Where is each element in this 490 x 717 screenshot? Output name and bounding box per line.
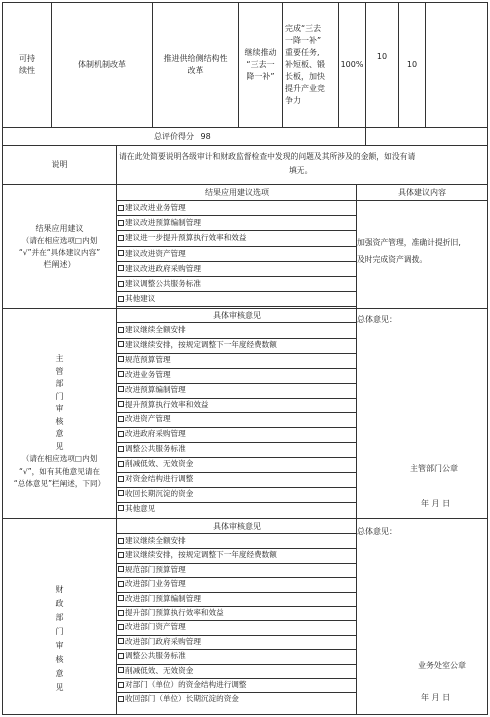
option-item[interactable] — [118, 292, 356, 305]
finance-header-text: 具体审核意见 — [213, 521, 261, 531]
dept-header — [118, 309, 356, 322]
result-line: 提升产业竞 — [285, 84, 325, 93]
option-item[interactable] — [118, 592, 356, 605]
checkbox[interactable] — [118, 538, 124, 544]
result-label-line: 结果应用建议 — [35, 224, 84, 233]
checkbox[interactable] — [118, 327, 124, 333]
option-item[interactable] — [118, 678, 356, 691]
rate-value: 100% — [340, 60, 364, 69]
dept-label-line: “√”，如有其他意见请在 — [18, 466, 101, 476]
result-line: 一降一补” — [285, 36, 322, 45]
checkbox[interactable] — [118, 205, 124, 211]
option-item[interactable] — [118, 563, 356, 576]
dept-header-text: 具体审核意见 — [213, 310, 261, 320]
result-content-line: 及时完成资产调拨。 — [357, 255, 428, 264]
option-item[interactable] — [118, 620, 356, 633]
checkbox[interactable] — [118, 552, 124, 558]
finance-label-char: 财 — [55, 585, 64, 594]
dept-date-label: 年 月 日 — [421, 499, 451, 508]
option-item[interactable] — [118, 262, 356, 275]
checkbox[interactable] — [118, 386, 124, 392]
grid-line — [2, 714, 488, 715]
checkbox[interactable] — [118, 595, 124, 601]
checkbox[interactable] — [118, 638, 124, 644]
dept-label-char: 核 — [55, 416, 64, 426]
option-label: 改进部门预算编制管理 — [125, 593, 201, 603]
finance-seal-label: 业务处室公章 — [418, 661, 466, 670]
result-line: 补短板、锻 — [285, 60, 325, 69]
checkbox[interactable] — [118, 624, 124, 630]
option-item[interactable] — [118, 472, 356, 485]
checkbox[interactable] — [118, 476, 124, 482]
checkbox[interactable] — [118, 696, 124, 702]
checkbox[interactable] — [118, 416, 124, 422]
option-label: 削减低效、无效资金 — [125, 665, 194, 675]
dept-label-cell — [3, 353, 116, 491]
option-label: 改进部门资产管理 — [125, 622, 186, 632]
checkbox[interactable] — [118, 235, 124, 241]
option-label: 改进业务管理 — [125, 369, 171, 379]
result-line: 完成“三去 — [285, 24, 322, 33]
checkbox[interactable] — [118, 505, 124, 511]
option-label: 改进部门业务管理 — [125, 579, 186, 589]
checkbox[interactable] — [118, 371, 124, 377]
grid-line — [2, 518, 488, 519]
option-label: 其他建议 — [125, 294, 156, 304]
grid-line — [2, 127, 488, 128]
option-label: 规范预算管理 — [125, 354, 171, 364]
dept-label-char: 见 — [55, 441, 64, 451]
option-item[interactable] — [118, 383, 356, 396]
dept-label-line: “总体意见”栏阐述，下同） — [13, 479, 106, 488]
option-item[interactable] — [118, 201, 356, 214]
option-item[interactable] — [118, 368, 356, 381]
option-label: 调整公共服务标准 — [125, 651, 186, 661]
option-item[interactable] — [118, 548, 356, 561]
option-label: 建议进一步提升预算执行效率和效益 — [125, 233, 247, 243]
description-line: “三去一 — [246, 60, 275, 69]
result-content-line: 加强资产管理，准确计提折旧, — [357, 238, 461, 247]
checkbox[interactable] — [118, 265, 124, 271]
option-label: 改进政府采购管理 — [125, 429, 186, 439]
subcategory-text: 体制机制改革 — [78, 60, 126, 69]
option-label: 建议改进资产管理 — [125, 248, 186, 258]
option-item[interactable] — [118, 502, 356, 515]
option-label: 改进资产管理 — [125, 414, 171, 424]
result-line: 重要任务, — [285, 48, 320, 57]
result-header-left — [118, 186, 356, 200]
option-item[interactable] — [118, 353, 356, 366]
indicator-line: 推进供给侧结构性 — [163, 54, 228, 63]
checkbox[interactable] — [118, 490, 124, 496]
note-label-cell — [3, 146, 116, 183]
option-item[interactable] — [118, 216, 356, 229]
dept-label-char: 管 — [55, 366, 64, 376]
subcategory-cell — [52, 3, 152, 127]
option-label: 对部门（单位）的资金结构进行调整 — [125, 680, 247, 689]
option-item[interactable] — [118, 606, 356, 619]
checkbox[interactable] — [118, 581, 124, 587]
score-value: 10 — [406, 60, 418, 69]
category-line: 可持 — [19, 54, 35, 63]
note-text-line: 填无。 — [289, 166, 313, 175]
option-label: 建议继续全额安排 — [125, 536, 186, 545]
option-item[interactable] — [118, 457, 356, 470]
grid-line — [365, 127, 366, 145]
indicator-line: 改革 — [187, 66, 204, 75]
checkbox[interactable] — [118, 281, 124, 287]
result-line: 长板，加快 — [285, 72, 325, 81]
checkbox[interactable] — [118, 446, 124, 452]
finance-label-char: 见 — [55, 683, 64, 692]
option-label: 规范部门预算管理 — [125, 564, 186, 574]
option-label: 建议继续全额安排 — [125, 325, 186, 334]
option-label: 改进部门政府采购管理 — [125, 636, 201, 646]
dept-label-line: （请在相应选项□内划 — [21, 454, 98, 463]
grid-line — [487, 2, 488, 715]
result-header-left-text: 结果应用建议选项 — [205, 188, 269, 197]
dept-overall-label: 总体意见： — [357, 315, 397, 324]
dept-label-char: 门 — [55, 391, 64, 401]
option-label: 改进预算编制管理 — [125, 384, 186, 394]
dept-label-char: 审 — [55, 404, 64, 413]
option-item[interactable] — [118, 412, 356, 425]
dept-seal-label: 主管部门公章 — [410, 464, 458, 473]
option-label: 其他意见 — [125, 503, 156, 513]
option-label: 建议改进政府采购管理 — [125, 263, 201, 273]
checkbox[interactable] — [118, 296, 124, 302]
checkbox[interactable] — [118, 653, 124, 659]
grid-line — [365, 2, 366, 127]
option-item[interactable] — [118, 442, 356, 455]
category-line: 续性 — [19, 66, 35, 75]
dept-label-char: 部 — [55, 379, 64, 388]
option-item[interactable] — [118, 534, 356, 547]
checkbox[interactable] — [118, 341, 124, 347]
weight-cell — [366, 52, 398, 61]
checkbox[interactable] — [118, 401, 124, 407]
option-label: 削减低效、无效资金 — [125, 459, 194, 469]
finance-label-char: 意 — [55, 669, 64, 678]
result-cell — [283, 3, 338, 127]
option-label: 建议继续安排，按规定调整下一年度经费数额 — [125, 339, 277, 349]
category-cell — [3, 3, 51, 127]
option-label: 建议改进预算编制管理 — [125, 218, 201, 228]
grid-line — [2, 184, 488, 185]
result-label-line: “√”并在“具体建议内容” — [18, 248, 101, 257]
weight-value: 10 — [376, 52, 388, 61]
option-item[interactable] — [118, 277, 356, 290]
finance-label-char: 门 — [55, 627, 64, 636]
option-item[interactable] — [118, 338, 356, 351]
note-label: 说明 — [51, 159, 68, 169]
option-item[interactable] — [118, 487, 356, 500]
checkbox[interactable] — [118, 431, 124, 437]
option-label: 收回长期沉淀的资金 — [125, 488, 194, 498]
checkbox[interactable] — [118, 250, 124, 256]
checkbox[interactable] — [118, 667, 124, 673]
result-line: 争力 — [285, 96, 301, 105]
option-item[interactable] — [118, 231, 356, 244]
checkbox[interactable] — [118, 220, 124, 226]
result-label-cell — [3, 186, 116, 308]
finance-label-char: 政 — [55, 599, 64, 608]
result-header-right-text: 具体建议内容 — [398, 188, 446, 197]
option-label: 提升部门预算执行效率和效益 — [125, 608, 224, 617]
option-label: 对资金结构进行调整 — [125, 474, 194, 483]
option-item[interactable] — [118, 427, 356, 440]
option-item[interactable] — [118, 692, 356, 705]
finance-label-char: 核 — [55, 655, 64, 664]
option-item[interactable] — [118, 577, 356, 590]
option-label: 提升预算执行效率和效益 — [125, 399, 209, 409]
checkbox[interactable] — [118, 566, 124, 572]
finance-date-label: 年 月 日 — [421, 693, 451, 702]
dept-label-char: 主 — [55, 354, 64, 363]
rate-cell — [339, 3, 365, 127]
option-item[interactable] — [118, 649, 356, 662]
option-label: 调整公共服务标准 — [125, 444, 186, 454]
description-line: 降一补” — [246, 72, 275, 81]
result-header-right — [357, 186, 487, 200]
option-item[interactable] — [118, 247, 356, 260]
checkbox[interactable] — [118, 356, 124, 362]
option-item[interactable] — [118, 323, 356, 336]
description-line: 继续推动 — [244, 48, 277, 57]
option-label: 建议继续安排，按规定调整下一年度经费数额 — [125, 550, 277, 560]
total-label: 总评价得分 — [154, 132, 194, 141]
grid-line — [425, 2, 426, 127]
description-cell — [239, 3, 282, 127]
finance-header — [118, 520, 356, 533]
finance-label-char: 部 — [55, 613, 64, 622]
indicator-cell — [153, 3, 238, 127]
result-label-line: 栏阐述） — [43, 260, 76, 269]
score-cell — [399, 60, 425, 69]
dept-label-char: 意 — [55, 429, 64, 438]
total-score — [154, 131, 211, 142]
finance-overall-label: 总体意见： — [357, 527, 397, 536]
option-item[interactable] — [118, 664, 356, 677]
checkbox[interactable] — [118, 682, 124, 688]
finance-label-cell — [3, 583, 116, 695]
option-label: 建议改进业务管理 — [125, 203, 186, 212]
option-item[interactable] — [118, 398, 356, 411]
finance-label-char: 审 — [55, 641, 64, 650]
option-item[interactable] — [118, 635, 356, 648]
result-label-line: （请在相应选项□内划 — [21, 236, 98, 245]
option-label: 建议调整公共服务标准 — [125, 279, 201, 288]
option-label: 收回部门（单位）长期沉淀的资金 — [125, 694, 239, 704]
checkbox[interactable] — [118, 461, 124, 467]
total-value: 98 — [200, 132, 211, 141]
checkbox[interactable] — [118, 610, 124, 616]
note-text-line: 请在此处简要说明各级审计和财政监督检查中发现的问题及其所涉及的金额，如没有请 — [119, 152, 416, 161]
